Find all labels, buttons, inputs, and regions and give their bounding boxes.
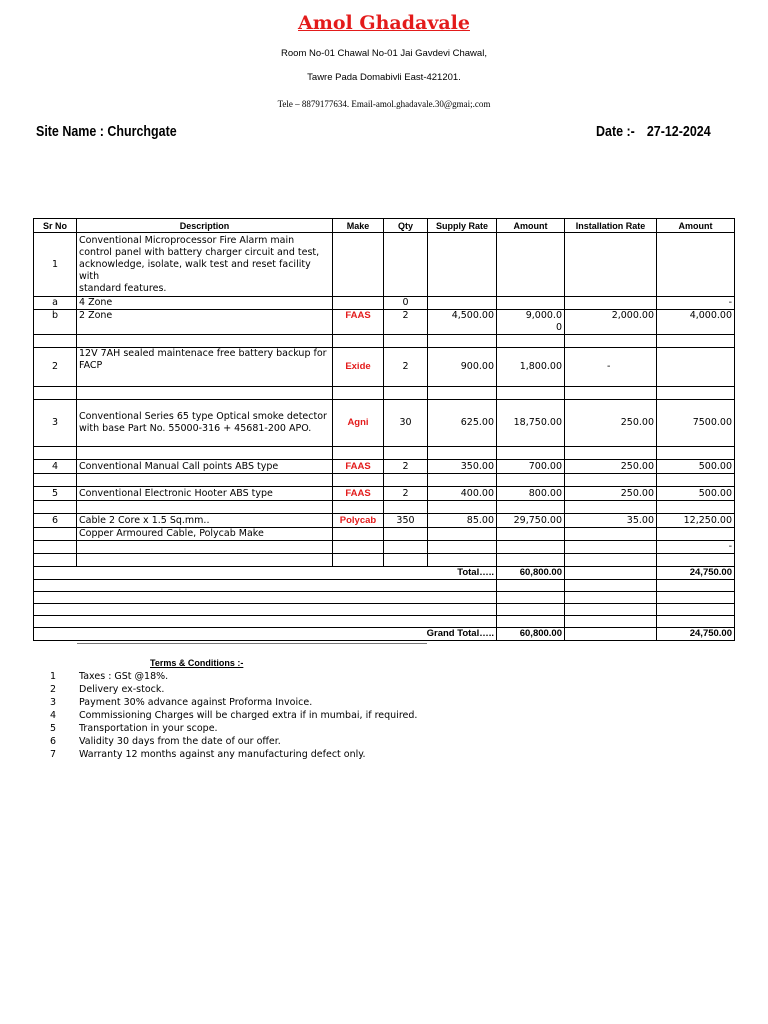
installation-rate-cell <box>565 335 657 348</box>
sr-no-cell <box>34 447 77 460</box>
installation-rate-cell: 35.00 <box>565 514 657 528</box>
table-row <box>34 233 735 297</box>
term-text: Taxes : GSt @18%. <box>79 671 169 682</box>
term-text: Commissioning Charges will be charged extra if in mumbai, if required. <box>79 710 418 721</box>
terms-title: Terms & Conditions :- <box>150 658 244 668</box>
term-item <box>50 735 417 748</box>
supply-rate-cell: 4,500.00 <box>428 310 497 335</box>
table-row <box>34 487 735 501</box>
col-header-amount: Amount <box>497 219 565 233</box>
term-item <box>50 722 417 735</box>
description-cell: Conventional Series 65 type Optical smoke detector with base Part No. 55000-316 + 45681-200 APO. <box>77 400 333 447</box>
quotation-table <box>33 218 735 641</box>
blank-row <box>34 616 735 628</box>
make-cell <box>333 554 384 567</box>
qty-cell <box>384 387 428 400</box>
make-cell <box>333 447 384 460</box>
description-cell: Conventional Microprocessor Fire Alarm main control panel with battery charger circuit and test, acknowledge, isolate, walk test and reset facility with standard features. <box>77 233 333 297</box>
amount-cell: 700.00 <box>497 460 565 474</box>
supply-rate-cell: 400.00 <box>428 487 497 501</box>
sr-no-cell: 2 <box>34 348 77 387</box>
amount-cell <box>497 554 565 567</box>
separator-line <box>77 643 427 644</box>
make-cell: Agni <box>333 400 384 447</box>
make-cell: FAAS <box>333 310 384 335</box>
installation-rate-cell <box>565 474 657 487</box>
table-row <box>34 474 735 487</box>
qty-cell: 2 <box>384 487 428 501</box>
table-row <box>34 501 735 514</box>
installation-rate-cell <box>565 233 657 297</box>
term-number: 1 <box>50 671 57 682</box>
term-item <box>50 709 417 722</box>
supply-rate-cell <box>428 554 497 567</box>
sr-no-cell <box>34 501 77 514</box>
installation-amount-cell <box>657 474 735 487</box>
supply-rate-cell <box>428 335 497 348</box>
term-number: 5 <box>50 723 57 734</box>
total-empty <box>565 567 657 580</box>
amount-cell <box>497 501 565 514</box>
installation-rate-cell <box>565 554 657 567</box>
sr-no-cell: 3 <box>34 400 77 447</box>
installation-amount-cell <box>657 348 735 387</box>
sr-no-cell <box>34 541 77 554</box>
term-item <box>50 696 417 709</box>
supply-rate-cell <box>428 474 497 487</box>
table-row <box>34 514 735 528</box>
installation-amount-cell <box>657 554 735 567</box>
amount-cell: 800.00 <box>497 487 565 501</box>
installation-amount-cell <box>657 335 735 348</box>
installation-amount-cell: 500.00 <box>657 460 735 474</box>
term-number: 6 <box>50 736 57 747</box>
amount-cell: 29,750.00 <box>497 514 565 528</box>
make-cell: FAAS <box>333 487 384 501</box>
description-cell: Conventional Electronic Hooter ABS type <box>77 487 333 501</box>
qty-cell: 2 <box>384 460 428 474</box>
amount-cell: 18,750.00 <box>497 400 565 447</box>
make-cell: FAAS <box>333 460 384 474</box>
supply-rate-cell <box>428 297 497 310</box>
sr-no-cell <box>34 528 77 541</box>
grand-total-installation-amount: 24,750.00 <box>657 628 735 641</box>
table-row <box>34 460 735 474</box>
table-header-row <box>34 219 735 233</box>
description-cell <box>77 447 333 460</box>
qty-cell: 2 <box>384 348 428 387</box>
total-row <box>34 567 735 580</box>
table-row <box>34 335 735 348</box>
site-name: Site Name : Churchgate <box>36 124 177 140</box>
make-cell <box>333 233 384 297</box>
amount-cell <box>497 447 565 460</box>
description-cell <box>77 474 333 487</box>
description-cell <box>77 554 333 567</box>
total-amount: 60,800.00 <box>497 567 565 580</box>
term-item <box>50 683 417 696</box>
blank-row <box>34 580 735 592</box>
col-header-qty: Qty <box>384 219 428 233</box>
supply-rate-cell <box>428 387 497 400</box>
make-cell <box>333 297 384 310</box>
make-cell <box>333 387 384 400</box>
blank-row <box>34 604 735 616</box>
table-row <box>34 528 735 541</box>
grand-total-row <box>34 628 735 641</box>
sr-no-cell <box>34 335 77 348</box>
term-text: Delivery ex-stock. <box>79 684 165 695</box>
installation-rate-cell <box>565 501 657 514</box>
total-label: Total….. <box>34 567 497 580</box>
sr-no-cell: 6 <box>34 514 77 528</box>
installation-rate-cell <box>565 528 657 541</box>
amount-cell <box>497 297 565 310</box>
supply-rate-cell: 625.00 <box>428 400 497 447</box>
term-text: Transportation in your scope. <box>79 723 218 734</box>
table-row <box>34 348 735 387</box>
description-cell: 2 Zone <box>77 310 333 335</box>
make-cell <box>333 335 384 348</box>
installation-amount-cell: - <box>657 297 735 310</box>
term-item <box>50 670 417 683</box>
terms-list <box>50 670 417 761</box>
make-cell: Exide <box>333 348 384 387</box>
installation-amount-cell: 4,000.00 <box>657 310 735 335</box>
term-number: 2 <box>50 684 57 695</box>
address-line-2: Tawre Pada Domabivli East-421201. <box>307 72 461 83</box>
supply-rate-cell <box>428 501 497 514</box>
term-text: Warranty 12 months against any manufacturing defect only. <box>79 749 366 760</box>
qty-cell: 0 <box>384 297 428 310</box>
sr-no-cell <box>34 474 77 487</box>
description-cell <box>77 335 333 348</box>
make-cell: Polycab <box>333 514 384 528</box>
grand-total-amount: 60,800.00 <box>497 628 565 641</box>
description-cell <box>77 501 333 514</box>
supply-rate-cell <box>428 233 497 297</box>
col-header-installation-rate: Installation Rate <box>565 219 657 233</box>
grand-total-empty <box>565 628 657 641</box>
make-cell <box>333 528 384 541</box>
amount-cell <box>497 474 565 487</box>
qty-cell <box>384 528 428 541</box>
blank-row <box>34 592 735 604</box>
installation-amount-cell: 7500.00 <box>657 400 735 447</box>
qty-cell <box>384 541 428 554</box>
date-value: 27-12-2024 <box>646 124 711 140</box>
table-body <box>34 233 735 567</box>
table-row <box>34 297 735 310</box>
sr-no-cell: 5 <box>34 487 77 501</box>
installation-rate-cell: 2,000.00 <box>565 310 657 335</box>
grand-total-label: Grand Total….. <box>34 628 497 641</box>
installation-rate-cell: 250.00 <box>565 487 657 501</box>
qty-cell: 30 <box>384 400 428 447</box>
term-item <box>50 748 417 761</box>
col-header-make: Make <box>333 219 384 233</box>
supply-rate-cell <box>428 541 497 554</box>
installation-amount-cell: - <box>657 541 735 554</box>
installation-amount-cell <box>657 447 735 460</box>
term-number: 7 <box>50 749 57 760</box>
qty-cell <box>384 335 428 348</box>
table-row <box>34 387 735 400</box>
make-cell <box>333 474 384 487</box>
installation-amount-cell: 500.00 <box>657 487 735 501</box>
description-cell <box>77 387 333 400</box>
amount-cell: 1,800.00 <box>497 348 565 387</box>
qty-cell <box>384 554 428 567</box>
col-header-installation-amount: Amount <box>657 219 735 233</box>
installation-rate-cell <box>565 387 657 400</box>
description-cell: 12V 7AH sealed maintenace free battery backup for FACP <box>77 348 333 387</box>
installation-rate-cell <box>565 447 657 460</box>
qty-cell <box>384 447 428 460</box>
table-row <box>34 400 735 447</box>
sr-no-cell: 1 <box>34 233 77 297</box>
term-number: 3 <box>50 697 57 708</box>
sr-no-cell <box>34 554 77 567</box>
supply-rate-cell <box>428 447 497 460</box>
installation-rate-cell <box>565 297 657 310</box>
total-installation-amount: 24,750.00 <box>657 567 735 580</box>
installation-amount-cell <box>657 233 735 297</box>
term-number: 4 <box>50 710 57 721</box>
amount-cell <box>497 387 565 400</box>
installation-rate-cell: 250.00 <box>565 400 657 447</box>
installation-rate-cell: 250.00 <box>565 460 657 474</box>
term-text: Payment 30% advance against Proforma Invoice. <box>79 697 313 708</box>
amount-cell: 9,000.0 0 <box>497 310 565 335</box>
installation-rate-cell: - <box>565 348 657 387</box>
supply-rate-cell: 85.00 <box>428 514 497 528</box>
date-label: Date :- <box>596 124 635 140</box>
contact-line: Tele – 8879177634. Email-amol.ghadavale.30@gmai;.com <box>277 99 491 109</box>
qty-cell: 350 <box>384 514 428 528</box>
qty-cell <box>384 233 428 297</box>
installation-amount-cell <box>657 501 735 514</box>
table-row <box>34 447 735 460</box>
qty-cell <box>384 501 428 514</box>
amount-cell <box>497 335 565 348</box>
installation-amount-cell <box>657 528 735 541</box>
sr-no-cell: a <box>34 297 77 310</box>
quote-date <box>596 124 711 140</box>
make-cell <box>333 501 384 514</box>
qty-cell: 2 <box>384 310 428 335</box>
sr-no-cell: b <box>34 310 77 335</box>
description-cell <box>77 541 333 554</box>
supply-rate-cell <box>428 528 497 541</box>
table-row <box>34 554 735 567</box>
make-cell <box>333 541 384 554</box>
table-row <box>34 310 735 335</box>
amount-cell <box>497 541 565 554</box>
installation-amount-cell <box>657 387 735 400</box>
supply-rate-cell: 900.00 <box>428 348 497 387</box>
qty-cell <box>384 474 428 487</box>
sr-no-cell: 4 <box>34 460 77 474</box>
term-text: Validity 30 days from the date of our offer. <box>79 736 281 747</box>
col-header-sr-no: Sr No <box>34 219 77 233</box>
table-row <box>34 541 735 554</box>
supply-rate-cell: 350.00 <box>428 460 497 474</box>
col-header-description: Description <box>77 219 333 233</box>
installation-amount-cell: 12,250.00 <box>657 514 735 528</box>
amount-cell <box>497 233 565 297</box>
description-cell: Conventional Manual Call points ABS type <box>77 460 333 474</box>
description-cell: Copper Armoured Cable, Polycab Make <box>77 528 333 541</box>
col-header-supply-rate: Supply Rate <box>428 219 497 233</box>
address-line-1: Room No-01 Chawal No-01 Jai Gavdevi Chawal, <box>281 48 487 59</box>
amount-cell <box>497 528 565 541</box>
description-cell: Cable 2 Core x 1.5 Sq.mm.. <box>77 514 333 528</box>
installation-rate-cell <box>565 541 657 554</box>
sr-no-cell <box>34 387 77 400</box>
description-cell: 4 Zone <box>77 297 333 310</box>
company-name: Amol Ghadavale <box>298 12 470 34</box>
table-footer <box>34 567 735 641</box>
